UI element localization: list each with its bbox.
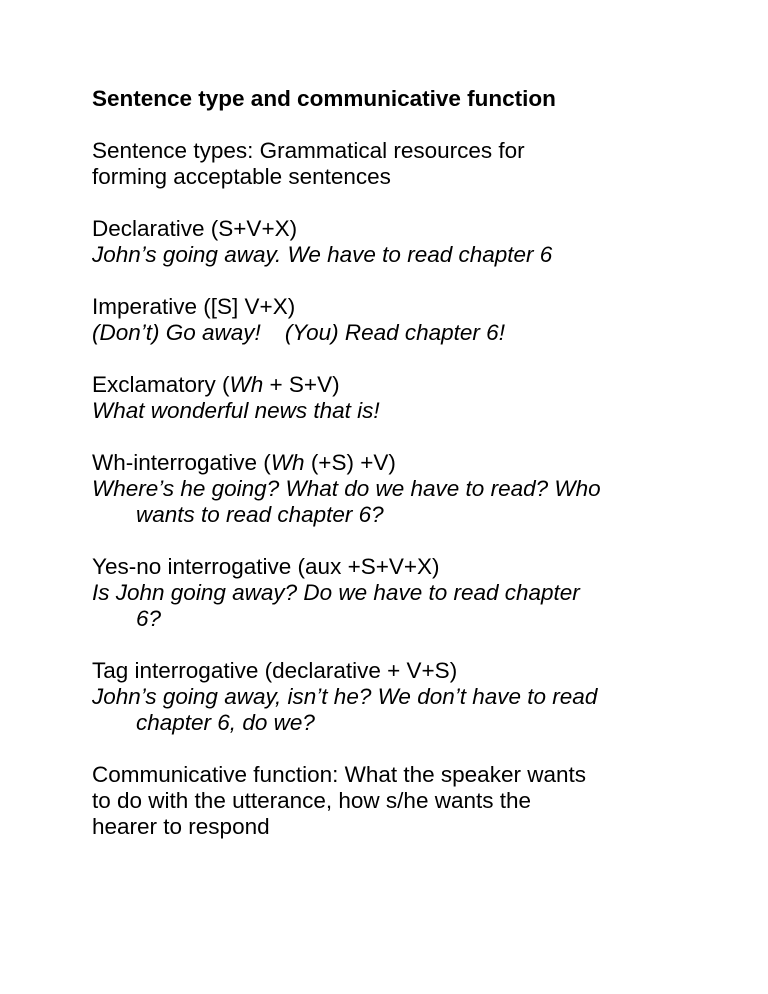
section-exclamatory [92, 372, 732, 424]
section-heading [92, 372, 732, 398]
section-example: Is John going away? Do we have to read chapter [92, 580, 580, 605]
heading-part: Wh [270, 450, 305, 475]
document-title: Sentence type and communicative function [92, 86, 556, 111]
function-line: hearer to respond [92, 814, 270, 839]
heading-part: (+S) +V) [304, 450, 396, 475]
heading-part: Wh [229, 372, 264, 397]
function-line: to do with the utterance, how s/he wants the [92, 788, 532, 813]
function-line: Communicative function: What the speaker wants [92, 762, 586, 787]
section-wh-interrogative [92, 450, 732, 528]
section-yes-no-interrogative [92, 554, 732, 632]
intro-line: forming acceptable sentences [92, 164, 391, 189]
section-example-continued: wants to read chapter 6? [136, 502, 384, 527]
section-tag-interrogative [92, 658, 732, 736]
section-heading: Tag interrogative (declarative + V+S) [92, 658, 458, 683]
section-example: John’s going away, isn’t he? We don’t have to read [92, 684, 598, 709]
section-declarative [92, 216, 732, 268]
heading-part: + S+V) [263, 372, 340, 397]
document-page [92, 86, 732, 866]
section-heading: Yes-no interrogative (aux +S+V+X) [92, 554, 440, 579]
section-example: John’s going away. We have to read chapter 6 [92, 242, 553, 267]
section-example: Where’s he going? What do we have to read? Who [92, 476, 601, 501]
example-part: (You) Read chapter 6! [284, 320, 505, 345]
intro-paragraph [92, 138, 732, 190]
section-example [92, 320, 732, 346]
heading-part: Wh-interrogative ( [92, 450, 271, 475]
intro-line: Sentence types: Grammatical resources for [92, 138, 525, 163]
section-imperative [92, 294, 732, 346]
heading-part: Exclamatory ( [92, 372, 230, 397]
section-heading: Imperative ([S] V+X) [92, 294, 296, 319]
section-example-continued: 6? [136, 606, 162, 631]
function-paragraph [92, 762, 732, 840]
section-example-continued: chapter 6, do we? [136, 710, 315, 735]
example-part: (Don’t) Go away! [92, 320, 261, 345]
section-heading [92, 450, 732, 476]
section-example: What wonderful news that is! [92, 398, 380, 423]
section-heading: Declarative (S+V+X) [92, 216, 298, 241]
